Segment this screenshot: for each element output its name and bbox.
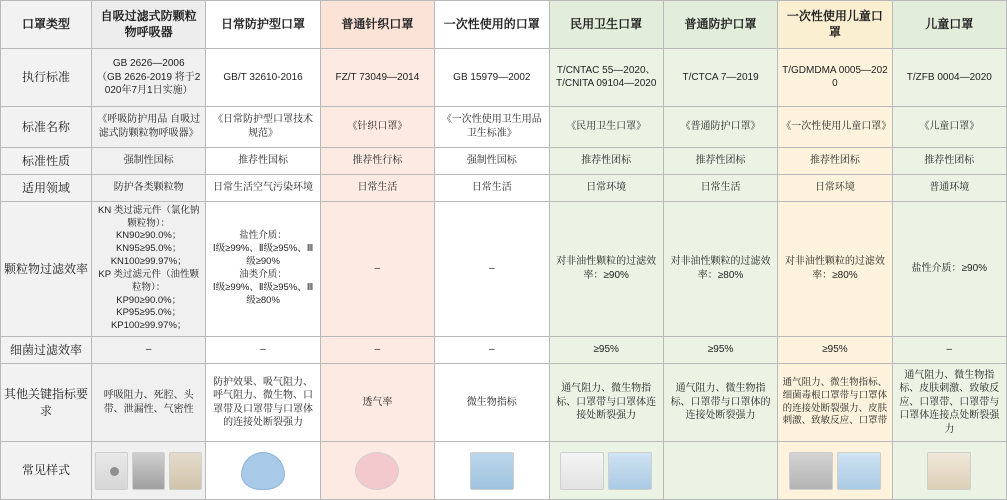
cell-other-0: 呼吸阻力、死腔、头带、泄漏性、气密性 bbox=[92, 364, 206, 442]
col-type-1: 日常防护型口罩 bbox=[206, 1, 320, 49]
cell-bacteria-0: – bbox=[92, 336, 206, 363]
cell-other-7: 通气阻力、微生物指标、皮肤刺激、致敏反应、口罩带、口罩带与口罩体连接点处断裂强力 bbox=[892, 364, 1006, 442]
row-header-nature: 标准性质 bbox=[1, 147, 92, 174]
mask-sample-icon bbox=[241, 452, 285, 490]
cell-samples-6 bbox=[778, 442, 892, 500]
cell-nature-5: 推荐性团标 bbox=[663, 147, 777, 174]
sample-images-1 bbox=[209, 452, 316, 490]
cell-samples-0 bbox=[92, 442, 206, 500]
cell-standard-5: T/CTCA 7—2019 bbox=[663, 48, 777, 106]
cell-nature-2: 推荐性行标 bbox=[320, 147, 434, 174]
cell-field-2: 日常生活 bbox=[320, 174, 434, 201]
cell-other-5: 通气阻力、微生物指标、口罩带与口罩体的连接处断裂强力 bbox=[663, 364, 777, 442]
cell-name-3: 《一次性使用卫生用品卫生标准》 bbox=[435, 106, 549, 147]
cell-nature-7: 推荐性团标 bbox=[892, 147, 1006, 174]
cell-filtration-7: 盐性介质：≥90% bbox=[892, 201, 1006, 336]
mask-sample-icon bbox=[608, 452, 652, 490]
cell-name-0: 《呼吸防护用品 自吸过滤式防颗粒物呼吸器》 bbox=[92, 106, 206, 147]
cell-nature-3: 强制性国标 bbox=[435, 147, 549, 174]
row-field bbox=[1, 174, 1007, 201]
cell-name-7: 《儿童口罩》 bbox=[892, 106, 1006, 147]
cell-nature-0: 强制性国标 bbox=[92, 147, 206, 174]
mask-sample-icon bbox=[355, 452, 399, 490]
sample-images-0 bbox=[95, 452, 202, 490]
cell-bacteria-6: ≥95% bbox=[778, 336, 892, 363]
row-bacteria bbox=[1, 336, 1007, 363]
row-nature bbox=[1, 147, 1007, 174]
cell-other-4: 通气阻力、微生物指标、口罩带与口罩体连接处断裂强力 bbox=[549, 364, 663, 442]
col-type-0: 自吸过滤式防颗粒物呼吸器 bbox=[92, 1, 206, 49]
cell-samples-3 bbox=[435, 442, 549, 500]
row-header-type: 口罩类型 bbox=[1, 1, 92, 49]
sample-images-7 bbox=[896, 452, 1003, 490]
cell-standard-7: T/ZFB 0004—2020 bbox=[892, 48, 1006, 106]
sample-images-4 bbox=[553, 452, 660, 490]
cell-standard-4: T/CNTAC 55—2020、T/CNITA 09104—2020 bbox=[549, 48, 663, 106]
mask-sample-icon bbox=[927, 452, 971, 490]
row-samples bbox=[1, 442, 1007, 500]
cell-filtration-2: – bbox=[320, 201, 434, 336]
mask-sample-icon bbox=[560, 452, 604, 490]
cell-filtration-6: 对非油性颗粒的过滤效率：≥80% bbox=[778, 201, 892, 336]
row-filtration bbox=[1, 201, 1007, 336]
cell-filtration-4: 对非油性颗粒的过滤效率：≥90% bbox=[549, 201, 663, 336]
row-header-filtration: 颗粒物过滤效率 bbox=[1, 201, 92, 336]
mask-sample-icon bbox=[169, 452, 202, 490]
cell-field-0: 防护各类颗粒物 bbox=[92, 174, 206, 201]
cell-field-1: 日常生活空气污染环境 bbox=[206, 174, 320, 201]
table-header-row bbox=[1, 1, 1007, 49]
cell-samples-4 bbox=[549, 442, 663, 500]
cell-samples-1 bbox=[206, 442, 320, 500]
row-other bbox=[1, 364, 1007, 442]
cell-standard-3: GB 15979—2002 bbox=[435, 48, 549, 106]
cell-samples-5 bbox=[663, 442, 777, 500]
col-type-5: 普通防护口罩 bbox=[663, 1, 777, 49]
sample-images-2 bbox=[324, 452, 431, 490]
cell-filtration-3: – bbox=[435, 201, 549, 336]
col-type-4: 民用卫生口罩 bbox=[549, 1, 663, 49]
col-type-2: 普通针织口罩 bbox=[320, 1, 434, 49]
row-header-samples: 常见样式 bbox=[1, 442, 92, 500]
mask-sample-icon bbox=[789, 452, 833, 490]
cell-filtration-0: KN 类过滤元件（氯化钠颗粒物）： KN90≥90.0%； KN95≥95.0%； KN100≥99.97%； KP 类过滤元件（油性颗粒物）： KP90≥90.0%； KP95≥95.0%； KP100≥99.97%； bbox=[92, 201, 206, 336]
cell-standard-0: GB 2626—2006 （GB 2626-2019 将于2020年7月1日实施） bbox=[92, 48, 206, 106]
cell-nature-4: 推荐性团标 bbox=[549, 147, 663, 174]
cell-standard-1: GB/T 32610-2016 bbox=[206, 48, 320, 106]
mask-sample-icon bbox=[837, 452, 881, 490]
cell-other-6: 通气阻力、微生物指标、细菌毒根口罩带与口罩体的连接处断裂强力、皮肤刺激、致敏反应、口罩带 bbox=[778, 364, 892, 442]
cell-name-6: 《一次性使用儿童口罩》 bbox=[778, 106, 892, 147]
cell-nature-6: 推荐性团标 bbox=[778, 147, 892, 174]
cell-bacteria-5: ≥95% bbox=[663, 336, 777, 363]
cell-field-6: 日常环境 bbox=[778, 174, 892, 201]
cell-other-2: 透气率 bbox=[320, 364, 434, 442]
row-header-standard: 执行标准 bbox=[1, 48, 92, 106]
cell-bacteria-1: – bbox=[206, 336, 320, 363]
row-standard bbox=[1, 48, 1007, 106]
col-type-6: 一次性使用儿童口罩 bbox=[778, 1, 892, 49]
row-header-field: 适用领域 bbox=[1, 174, 92, 201]
row-standard-name bbox=[1, 106, 1007, 147]
cell-samples-7 bbox=[892, 442, 1006, 500]
cell-bacteria-4: ≥95% bbox=[549, 336, 663, 363]
mask-sample-icon bbox=[470, 452, 514, 490]
row-header-bacteria: 细菌过滤效率 bbox=[1, 336, 92, 363]
cell-other-3: 微生物指标 bbox=[435, 364, 549, 442]
cell-field-3: 日常生活 bbox=[435, 174, 549, 201]
cell-bacteria-3: – bbox=[435, 336, 549, 363]
cell-name-4: 《民用卫生口罩》 bbox=[549, 106, 663, 147]
cell-bacteria-2: – bbox=[320, 336, 434, 363]
cell-name-5: 《普通防护口罩》 bbox=[663, 106, 777, 147]
cell-standard-6: T/GDMDMA 0005—2020 bbox=[778, 48, 892, 106]
cell-field-7: 普通环境 bbox=[892, 174, 1006, 201]
cell-name-1: 《日常防护型口罩技术规范》 bbox=[206, 106, 320, 147]
row-header-other: 其他关键指标要求 bbox=[1, 364, 92, 442]
col-type-7: 儿童口罩 bbox=[892, 1, 1006, 49]
cell-bacteria-7: – bbox=[892, 336, 1006, 363]
sample-images-3 bbox=[438, 452, 545, 490]
cell-samples-2 bbox=[320, 442, 434, 500]
cell-name-2: 《针织口罩》 bbox=[320, 106, 434, 147]
cell-field-5: 日常生活 bbox=[663, 174, 777, 201]
cell-filtration-5: 对非油性颗粒的过滤效率：≥80% bbox=[663, 201, 777, 336]
mask-sample-icon bbox=[95, 452, 128, 490]
col-type-3: 一次性使用的口罩 bbox=[435, 1, 549, 49]
sample-images-6 bbox=[781, 452, 888, 490]
cell-field-4: 日常环境 bbox=[549, 174, 663, 201]
cell-other-1: 防护效果、吸气阻力、呼气阻力、微生物、口罩带及口罩带与口罩体的连接处断裂强力 bbox=[206, 364, 320, 442]
cell-nature-1: 推荐性国标 bbox=[206, 147, 320, 174]
cell-filtration-1: 盐性介质： Ⅰ级≥99%、Ⅱ级≥95%、Ⅲ级≥90% 油类介质： Ⅰ级≥99%、Ⅱ级≥95%、Ⅲ级≥80% bbox=[206, 201, 320, 336]
mask-sample-icon bbox=[132, 452, 165, 490]
row-header-standard-name: 标准名称 bbox=[1, 106, 92, 147]
cell-standard-2: FZ/T 73049—2014 bbox=[320, 48, 434, 106]
